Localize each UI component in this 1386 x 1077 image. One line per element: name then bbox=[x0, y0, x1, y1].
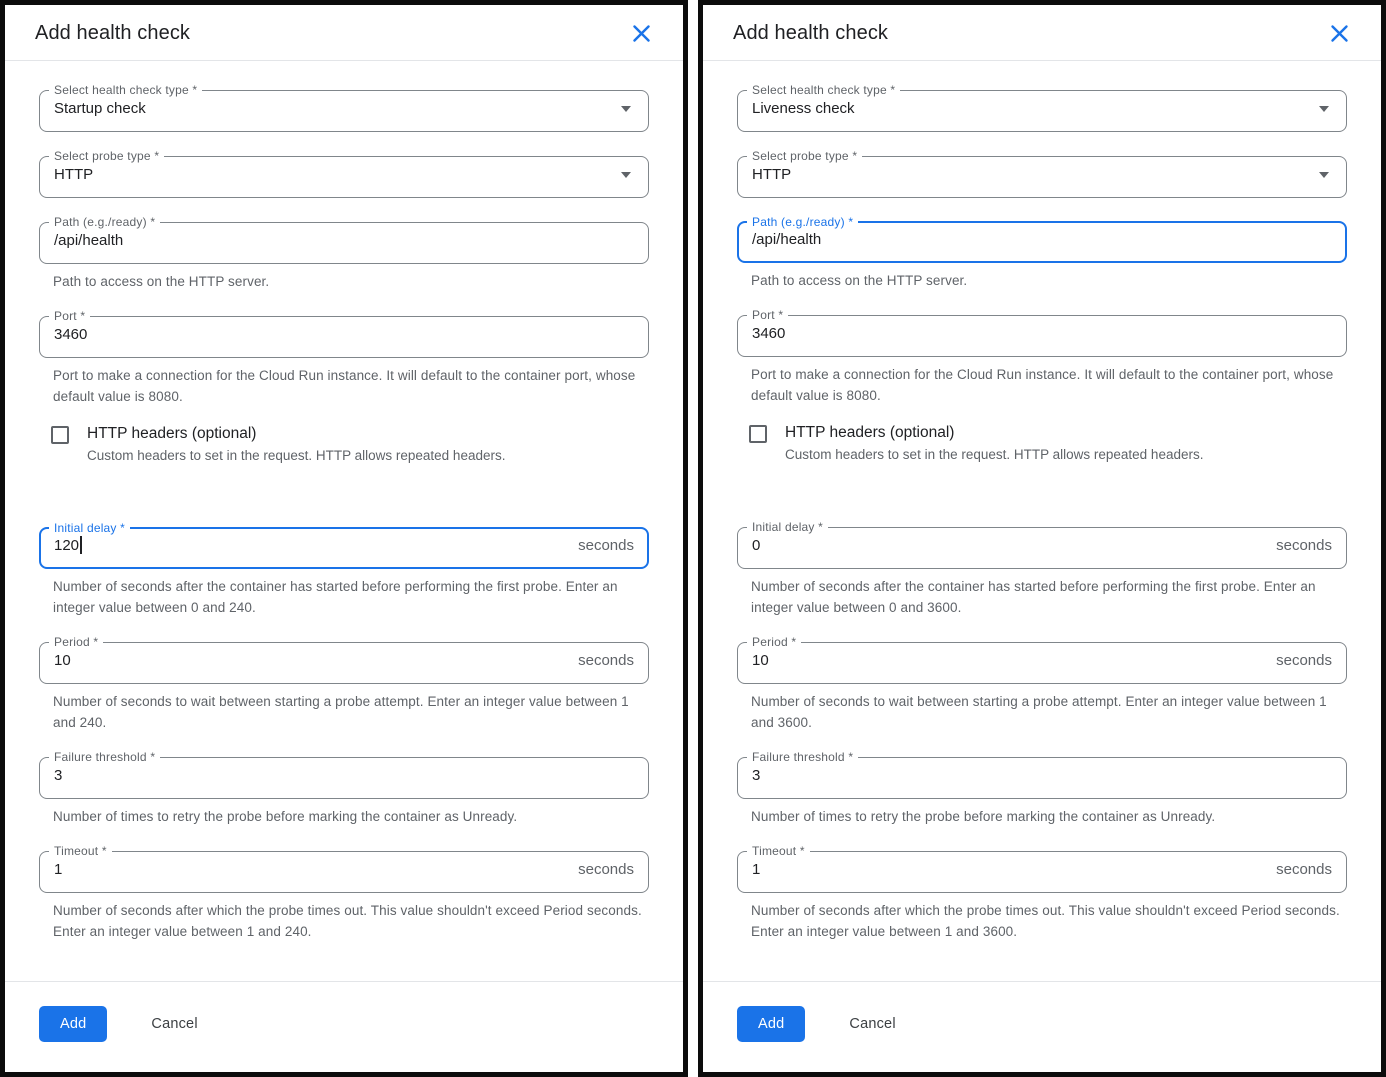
seconds-suffix: seconds bbox=[578, 861, 634, 878]
dialog-title: Add health check bbox=[35, 22, 191, 44]
failure-threshold-field[interactable] bbox=[39, 750, 649, 827]
failure-threshold-value: 3 bbox=[54, 767, 63, 784]
period-value: 10 bbox=[752, 652, 769, 669]
port-field[interactable] bbox=[737, 308, 1347, 406]
failure-threshold-label: Failure threshold * bbox=[752, 750, 854, 764]
probe-type-select[interactable] bbox=[39, 149, 649, 198]
dialog-footer bbox=[5, 981, 683, 1072]
health-check-type-select[interactable] bbox=[39, 83, 649, 132]
path-field[interactable] bbox=[737, 215, 1347, 291]
seconds-suffix: seconds bbox=[578, 537, 634, 554]
path-label: Path (e.g./ready) * bbox=[54, 215, 156, 229]
timeout-value: 1 bbox=[752, 861, 761, 878]
period-helper: Number of seconds to wait between starting a probe attempt. Enter an integer value between 1 and 3600. bbox=[751, 694, 1327, 730]
failure-threshold-helper: Number of times to retry the probe before marking the container as Unready. bbox=[53, 809, 518, 824]
failure-threshold-helper: Number of times to retry the probe before marking the container as Unready. bbox=[751, 809, 1216, 824]
path-field[interactable] bbox=[39, 215, 649, 292]
cancel-button[interactable]: Cancel bbox=[151, 1016, 198, 1032]
probe-type-label: Select probe type * bbox=[54, 149, 160, 163]
health-check-type-value: Liveness check bbox=[752, 100, 855, 117]
probe-type-label: Select probe type * bbox=[752, 149, 858, 163]
seconds-suffix: seconds bbox=[1276, 537, 1332, 554]
timeout-helper: Number of seconds after which the probe times out. This value shouldn't exceed Period seconds. Enter an integer value between 1 and 240. bbox=[53, 903, 642, 939]
port-value: 3460 bbox=[752, 325, 786, 342]
chevron-down-icon[interactable] bbox=[1319, 106, 1329, 112]
seconds-suffix: seconds bbox=[1276, 652, 1332, 669]
timeout-field[interactable] bbox=[737, 844, 1347, 942]
port-helper: Port to make a connection for the Cloud Run instance. It will default to the container port, whose default value is 8080. bbox=[751, 367, 1334, 403]
timeout-label: Timeout * bbox=[54, 844, 107, 858]
timeout-helper: Number of seconds after which the probe times out. This value shouldn't exceed Period seconds. Enter an integer value between 1 and 3600. bbox=[751, 903, 1340, 939]
port-label: Port * bbox=[752, 308, 784, 322]
close-icon bbox=[1330, 24, 1349, 43]
initial-delay-helper: Number of seconds after the container has started before performing the first probe. Enter an integer value between 0 and 3600. bbox=[751, 579, 1316, 615]
chevron-down-icon[interactable] bbox=[1319, 172, 1329, 178]
http-headers-option bbox=[47, 424, 649, 465]
health-check-type-label: Select health check type * bbox=[752, 83, 896, 97]
close-button[interactable] bbox=[630, 22, 653, 45]
dialog-title: Add health check bbox=[733, 22, 889, 44]
timeout-label: Timeout * bbox=[752, 844, 805, 858]
path-helper: Path to access on the HTTP server. bbox=[53, 274, 270, 289]
port-field[interactable] bbox=[39, 309, 649, 407]
dialog-footer bbox=[703, 981, 1381, 1072]
failure-threshold-field[interactable] bbox=[737, 750, 1347, 827]
http-headers-label: HTTP headers (optional) bbox=[87, 425, 257, 442]
dialog-liveness-check bbox=[698, 0, 1386, 1077]
probe-type-value: HTTP bbox=[752, 166, 792, 183]
http-headers-helper: Custom headers to set in the request. HTTP allows repeated headers. bbox=[87, 448, 506, 463]
close-icon bbox=[632, 24, 651, 43]
seconds-suffix: seconds bbox=[578, 652, 634, 669]
failure-threshold-label: Failure threshold * bbox=[54, 750, 156, 764]
seconds-suffix: seconds bbox=[1276, 861, 1332, 878]
close-button[interactable] bbox=[1328, 22, 1351, 45]
dialog-body bbox=[703, 61, 1381, 981]
initial-delay-value: 0 bbox=[752, 537, 761, 554]
add-button[interactable]: Add bbox=[737, 1006, 805, 1042]
health-check-type-label: Select health check type * bbox=[54, 83, 198, 97]
cancel-button[interactable]: Cancel bbox=[849, 1016, 896, 1032]
dialog-body bbox=[5, 61, 683, 981]
timeout-value: 1 bbox=[54, 861, 63, 878]
path-value: /api/health bbox=[752, 231, 822, 248]
timeout-field[interactable] bbox=[39, 844, 649, 942]
add-button[interactable]: Add bbox=[39, 1006, 107, 1042]
http-headers-helper: Custom headers to set in the request. HTTP allows repeated headers. bbox=[785, 447, 1204, 462]
initial-delay-helper: Number of seconds after the container has started before performing the first probe. Enter an integer value between 0 and 240. bbox=[53, 579, 618, 615]
initial-delay-value: 120 bbox=[54, 536, 82, 556]
path-value: /api/health bbox=[54, 232, 124, 249]
port-helper: Port to make a connection for the Cloud Run instance. It will default to the container port, whose default value is 8080. bbox=[53, 368, 636, 404]
dialog-header bbox=[703, 5, 1381, 60]
initial-delay-label: Initial delay * bbox=[54, 521, 126, 535]
health-check-type-value: Startup check bbox=[54, 100, 146, 117]
failure-threshold-value: 3 bbox=[752, 767, 761, 784]
initial-delay-label: Initial delay * bbox=[752, 520, 824, 534]
initial-delay-field[interactable] bbox=[737, 520, 1347, 618]
dialog-header bbox=[5, 5, 683, 60]
period-helper: Number of seconds to wait between starting a probe attempt. Enter an integer value between 1 and 240. bbox=[53, 694, 629, 730]
period-label: Period * bbox=[752, 635, 797, 649]
text-cursor bbox=[80, 536, 82, 554]
port-label: Port * bbox=[54, 309, 86, 323]
http-headers-checkbox[interactable] bbox=[749, 425, 767, 443]
chevron-down-icon[interactable] bbox=[621, 106, 631, 112]
period-value: 10 bbox=[54, 652, 71, 669]
path-label: Path (e.g./ready) * bbox=[752, 215, 854, 229]
health-check-type-select[interactable] bbox=[737, 83, 1347, 132]
period-label: Period * bbox=[54, 635, 99, 649]
probe-type-select[interactable] bbox=[737, 149, 1347, 198]
path-helper: Path to access on the HTTP server. bbox=[751, 273, 968, 288]
dialog-startup-check bbox=[0, 0, 688, 1077]
period-field[interactable] bbox=[737, 635, 1347, 733]
period-field[interactable] bbox=[39, 635, 649, 733]
probe-type-value: HTTP bbox=[54, 166, 94, 183]
http-headers-checkbox[interactable] bbox=[51, 426, 69, 444]
initial-delay-field[interactable] bbox=[39, 521, 649, 618]
chevron-down-icon[interactable] bbox=[621, 172, 631, 178]
http-headers-option bbox=[745, 423, 1347, 464]
port-value: 3460 bbox=[54, 326, 88, 343]
http-headers-label: HTTP headers (optional) bbox=[785, 424, 955, 441]
